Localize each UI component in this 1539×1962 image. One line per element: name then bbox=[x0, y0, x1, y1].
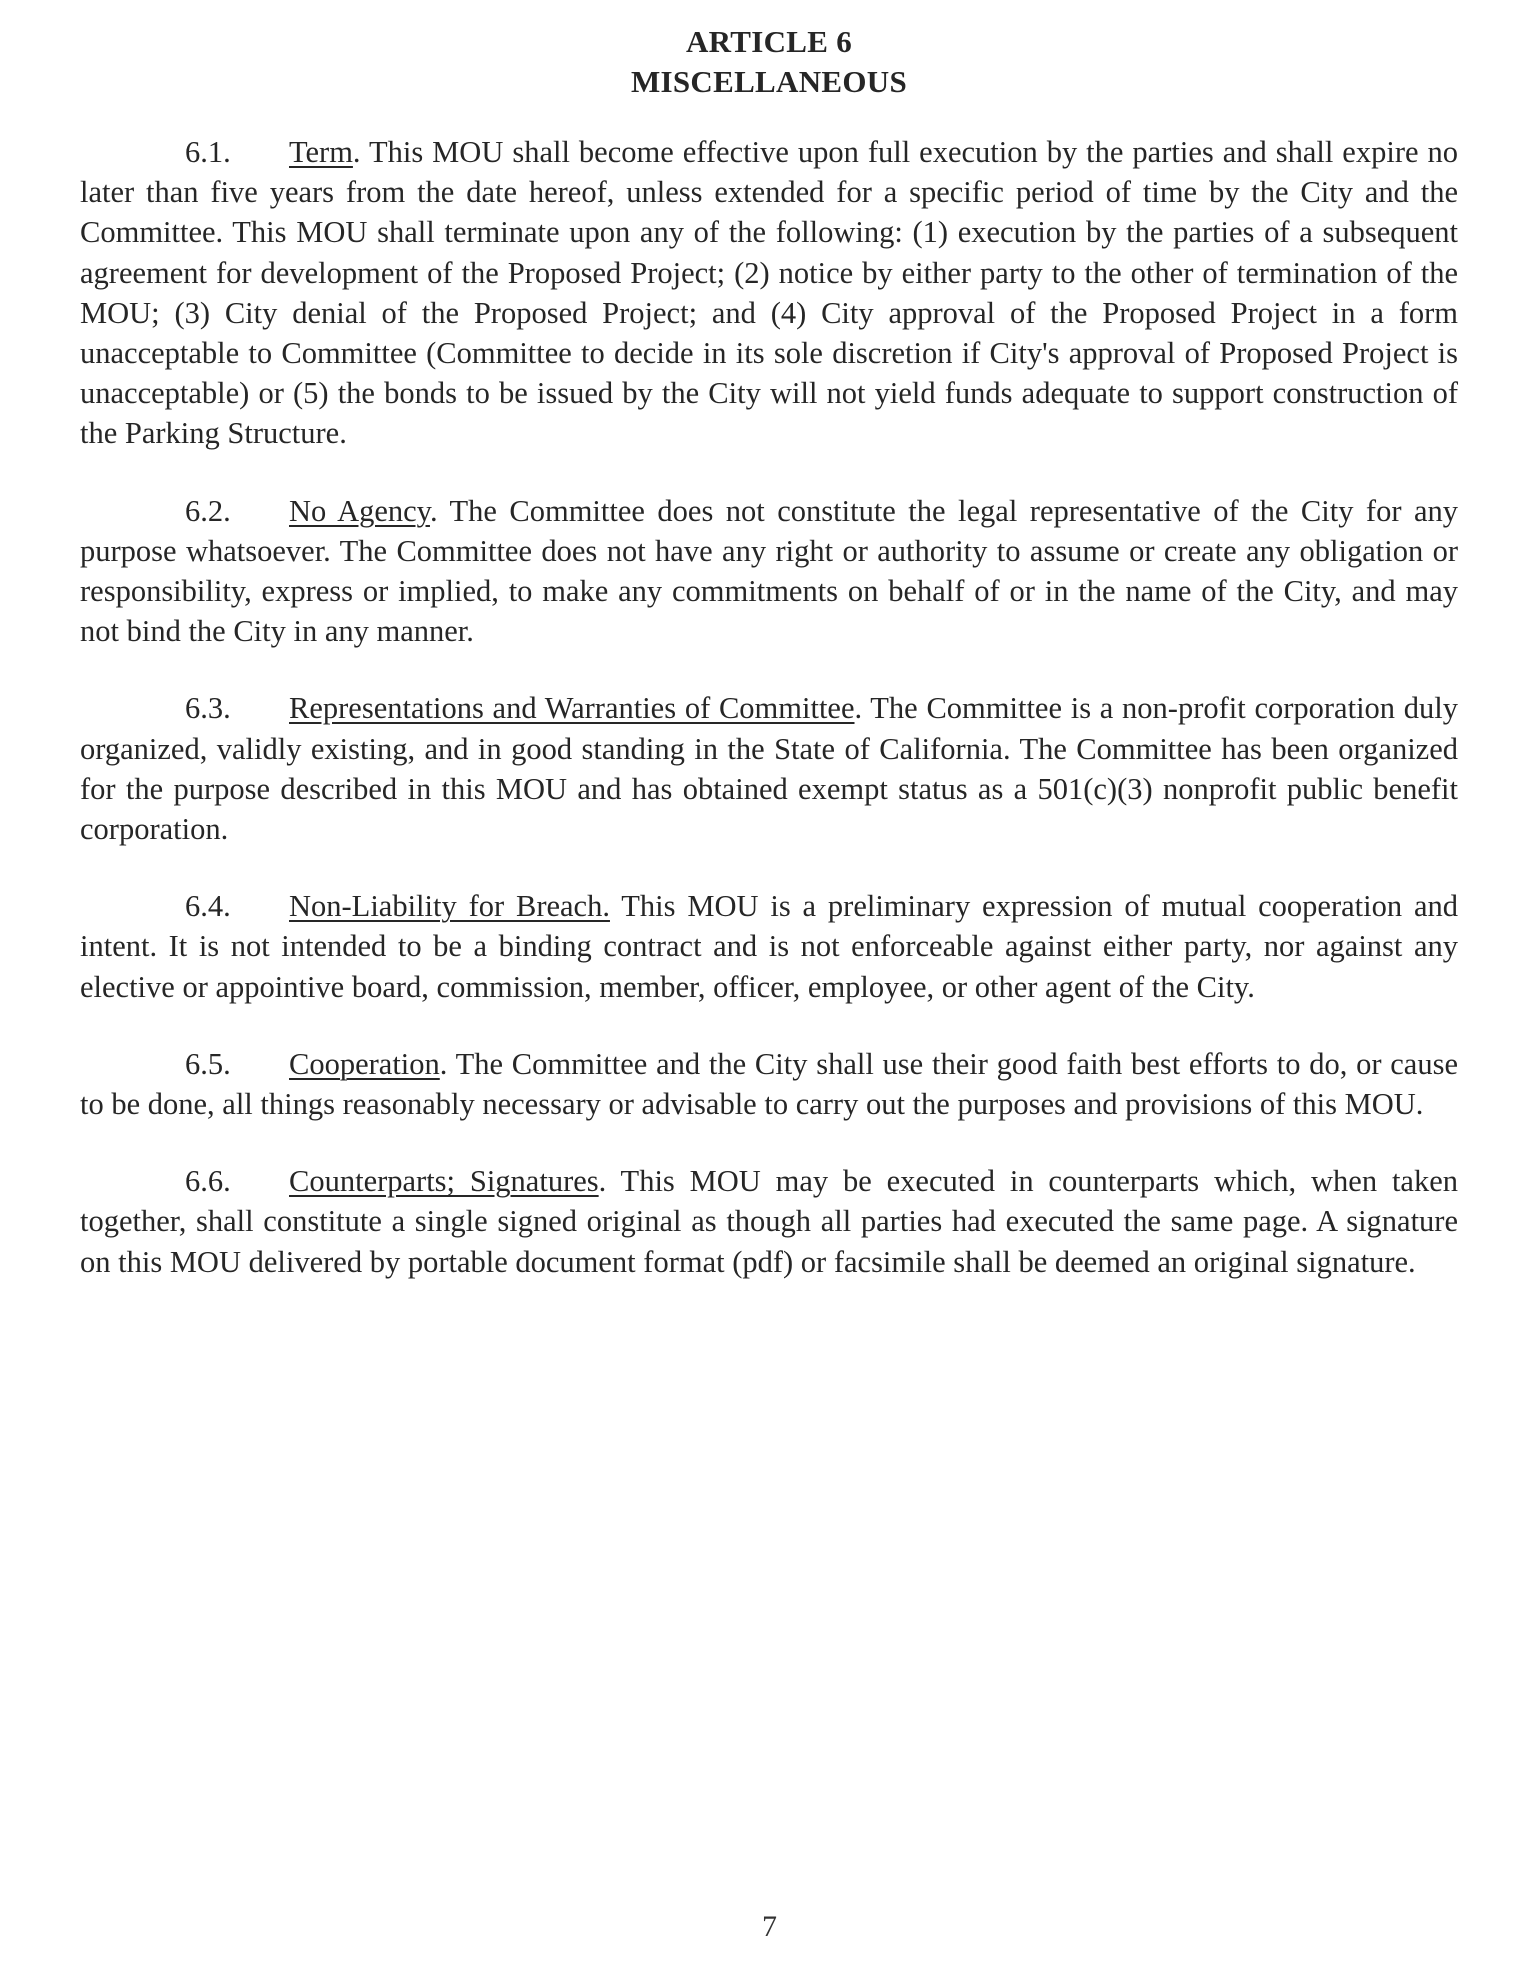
section-body: The Committee is a non-profit corporation duly organized, validly existing, and in good standing in the State of California. The Committee has been organized for the purpose described in this MOU and has obtained exempt status as a 501(c)(3) nonprofit public benefit corporation. bbox=[80, 691, 1458, 847]
section-number: 6.1. bbox=[185, 135, 231, 169]
section-body: The Committee and the City shall use their good faith best efforts to do, or cause to be done, all things reasonably necessary or advisable to carry out the purposes and provisions of this MOU. bbox=[80, 1046, 1458, 1122]
section-body: This MOU is a preliminary expression of mutual cooperation and intent. It is not intended to be a binding contract and is not enforceable against either party, nor against any elective or appointive board, commission, member, officer, employee, or other agent of the City. bbox=[80, 889, 1458, 1004]
section-title: Cooperation bbox=[289, 1046, 440, 1081]
section-6-2 bbox=[80, 491, 1458, 652]
section-number: 6.3. bbox=[185, 691, 231, 726]
article-title-heading: MISCELLANEOUS bbox=[630, 64, 908, 99]
document-page bbox=[80, 22, 1458, 1319]
section-title: No Agency bbox=[289, 493, 430, 528]
section-title-suffix: . bbox=[854, 691, 863, 726]
section-6-1 bbox=[80, 132, 1458, 454]
section-6-5 bbox=[80, 1044, 1458, 1124]
section-title-suffix: . bbox=[352, 135, 361, 169]
section-title: Representations and Warranties of Committee bbox=[289, 691, 855, 726]
section-title: Term bbox=[289, 135, 353, 169]
section-title-suffix: . bbox=[429, 493, 438, 528]
section-body: This MOU shall become effective upon full execution by the parties and shall expire no later than five years from the date hereof, unless extended for a specific period of time by the City and the Committee. This MOU shall terminate upon any of the following: (1) execution by the parties of a subsequent agreement for development of the Proposed Project; (2) notice by either party to the other of termination of the MOU; (3) City denial of the Proposed Project; and (4) City approval of the Proposed Project in a form unacceptable to Committee (Committee to decide in its sole discretion if City's approval of Proposed Project is unacceptable) or (5) the bonds to be issued by the City will not yield funds adequate to support construction of the Parking Structure. bbox=[80, 135, 1458, 451]
article-number-heading: ARTICLE 6 bbox=[685, 24, 853, 59]
section-6-6 bbox=[80, 1161, 1458, 1282]
section-6-4 bbox=[80, 886, 1458, 1007]
section-number: 6.2. bbox=[185, 493, 231, 528]
article-heading-block bbox=[80, 22, 1458, 102]
page-number: 7 bbox=[762, 1910, 777, 1943]
section-body: This MOU may be executed in counterparts which, when taken together, shall constitute a single signed original as though all parties had executed the same page. A signature on this MOU delivered by portable document format (pdf) or facsimile shall be deemed an original signature. bbox=[80, 1164, 1458, 1279]
section-title: Counterparts; Signatures bbox=[289, 1164, 599, 1199]
section-6-3 bbox=[80, 688, 1458, 849]
section-number: 6.4. bbox=[185, 889, 231, 924]
section-number: 6.5. bbox=[185, 1046, 231, 1081]
section-title-suffix: . bbox=[439, 1046, 448, 1081]
section-number: 6.6. bbox=[185, 1164, 231, 1199]
section-body: The Committee does not constitute the legal representative of the City for any purpose whatsoever. The Committee does not have any right or authority to assume or create any obligation or responsibility, express or implied, to make any commitments on behalf of or in the name of the City, and may not bind the City in any manner. bbox=[80, 493, 1459, 649]
section-title-suffix: . bbox=[598, 1164, 607, 1199]
section-title: Non-Liability for Breach. bbox=[289, 889, 610, 924]
